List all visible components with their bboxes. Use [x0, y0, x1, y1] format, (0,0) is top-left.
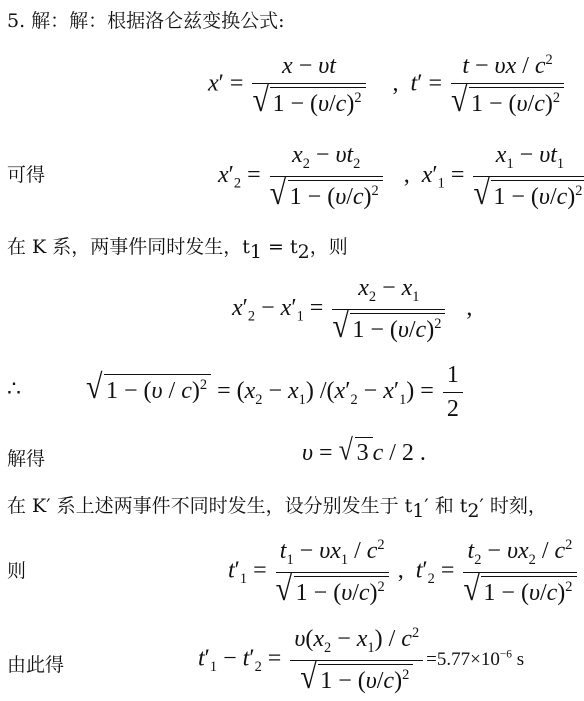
therefore-label: ∴: [7, 377, 21, 402]
result-exponent: −6: [499, 649, 512, 662]
sqrt-ratio-equation: √ $1 - (\upsilon / c)^2 = (x_2 - x_1) /(x'_2 - x'_1)$ = $\frac{1}{2}$: [86, 362, 466, 423]
k-prime-text-a: 在 K′ 系上述两事件不同时发生，设分别发生于 t: [7, 495, 413, 517]
ze-label: 则: [7, 560, 27, 582]
delta-x-equation: $x'_2 - x'_1$ = $x_2 - x_1$ √ $1 - (\upsilon/c)^2$ ,: [232, 275, 473, 345]
you-ci-de-label: 由此得: [7, 654, 65, 676]
lorentz-equations: x′ = x − υt √ $1 - (\upsilon/c)^2$ , t′ = $t - \upsilon x / c^2$ √ $1 - (\upsilon/c)^2$: [208, 52, 567, 118]
frac-half: $\frac{1}{2}$: [443, 362, 463, 423]
result-number: =5.77×10: [426, 649, 500, 671]
jie-de-text: [7, 444, 45, 471]
velocity-result: υ = √ 3 c / 2 .: [302, 433, 426, 467]
delta-t-equation: $t'_1 - t'_2$ = $\upsilon(x_2 - x_1) / c^2$ √ $1 - (\upsilon/c)^2$ $=5.77\times 10^{-6}$ s: [198, 625, 525, 696]
t1-t2-equations: $t'_1$ = $t_1 - \upsilon x_1 / c^2$ √ $1 - (\upsilon/c)^2$ , $t'_2$ = $t_2 - \upsilon x_2 / c^2$ √ $1 - (\upsilon/c)^2$: [228, 537, 580, 607]
therefore-symbol: [7, 377, 21, 402]
intro-text: [7, 6, 285, 33]
keyi-de-label: 可得: [7, 164, 46, 186]
keyi-de-text: [7, 160, 45, 187]
k-prime-text-b: ′ 和 t: [424, 495, 468, 517]
ze-text: [7, 556, 26, 583]
frac-t2: $t_2 - \upsilon x_2 / c^2$ √ $1 - (\upsilon/c)^2$: [463, 537, 576, 607]
k-prime-text-c: ′ 时刻，: [479, 495, 547, 517]
k-prime-frame-text: 在 K′ 系上述两事件不同时发生，设分别发生于 $t_1'$ 和 $t_2'$ 时刻，: [7, 495, 547, 522]
intro-text-content: 5. 解：解：根据洛仑兹变换公式:: [7, 10, 285, 32]
result-unit: s: [511, 649, 525, 671]
frac-delta-x: $x_2 - x_1$ √ $1 - (\upsilon/c)^2$: [332, 275, 445, 344]
x2-x1-equations: $x'_2$ = $x_2 - \upsilon t_2$ √ $1 - (\upsilon/c)^2$ , $x'_1$ = $x_1 - \upsilon t_1$ √ $1 - (\upsilon/c)^2$: [218, 142, 584, 211]
k-frame-text-c: ，则: [309, 236, 348, 258]
frac-x1: $x_1 - \upsilon t_1$ √ $1 - (\upsilon/c)^2$: [473, 142, 584, 211]
result-value: [426, 649, 524, 670]
frac-x2: $x_2 - \upsilon t_2$ √ $1 - (\upsilon/c)^2$: [270, 142, 383, 211]
frac-delta-t: $\upsilon(x_2 - x_1) / c^2$ √ $1 - (\upsilon/c)^2$: [290, 625, 423, 695]
jie-de-label: 解得: [7, 448, 46, 470]
frac-t1: $t_1 - \upsilon x_1 / c^2$ √ $1 - (\upsilon/c)^2$: [276, 537, 389, 607]
frac-t: $t - \upsilon x / c^2$ √ $1 - (\upsilon/c)^2$: [451, 52, 564, 118]
k-frame-text: 在 K 系，两事件同时发生，$t_1 = t_2$，则: [7, 236, 348, 263]
you-ci-de-text: [7, 650, 64, 677]
frac-x: x − υt √ $1 - (\upsilon/c)^2$: [252, 53, 365, 118]
k-frame-text-b: = t: [262, 236, 298, 258]
k-frame-text-a: 在 K 系，两事件同时发生，t: [7, 236, 250, 258]
